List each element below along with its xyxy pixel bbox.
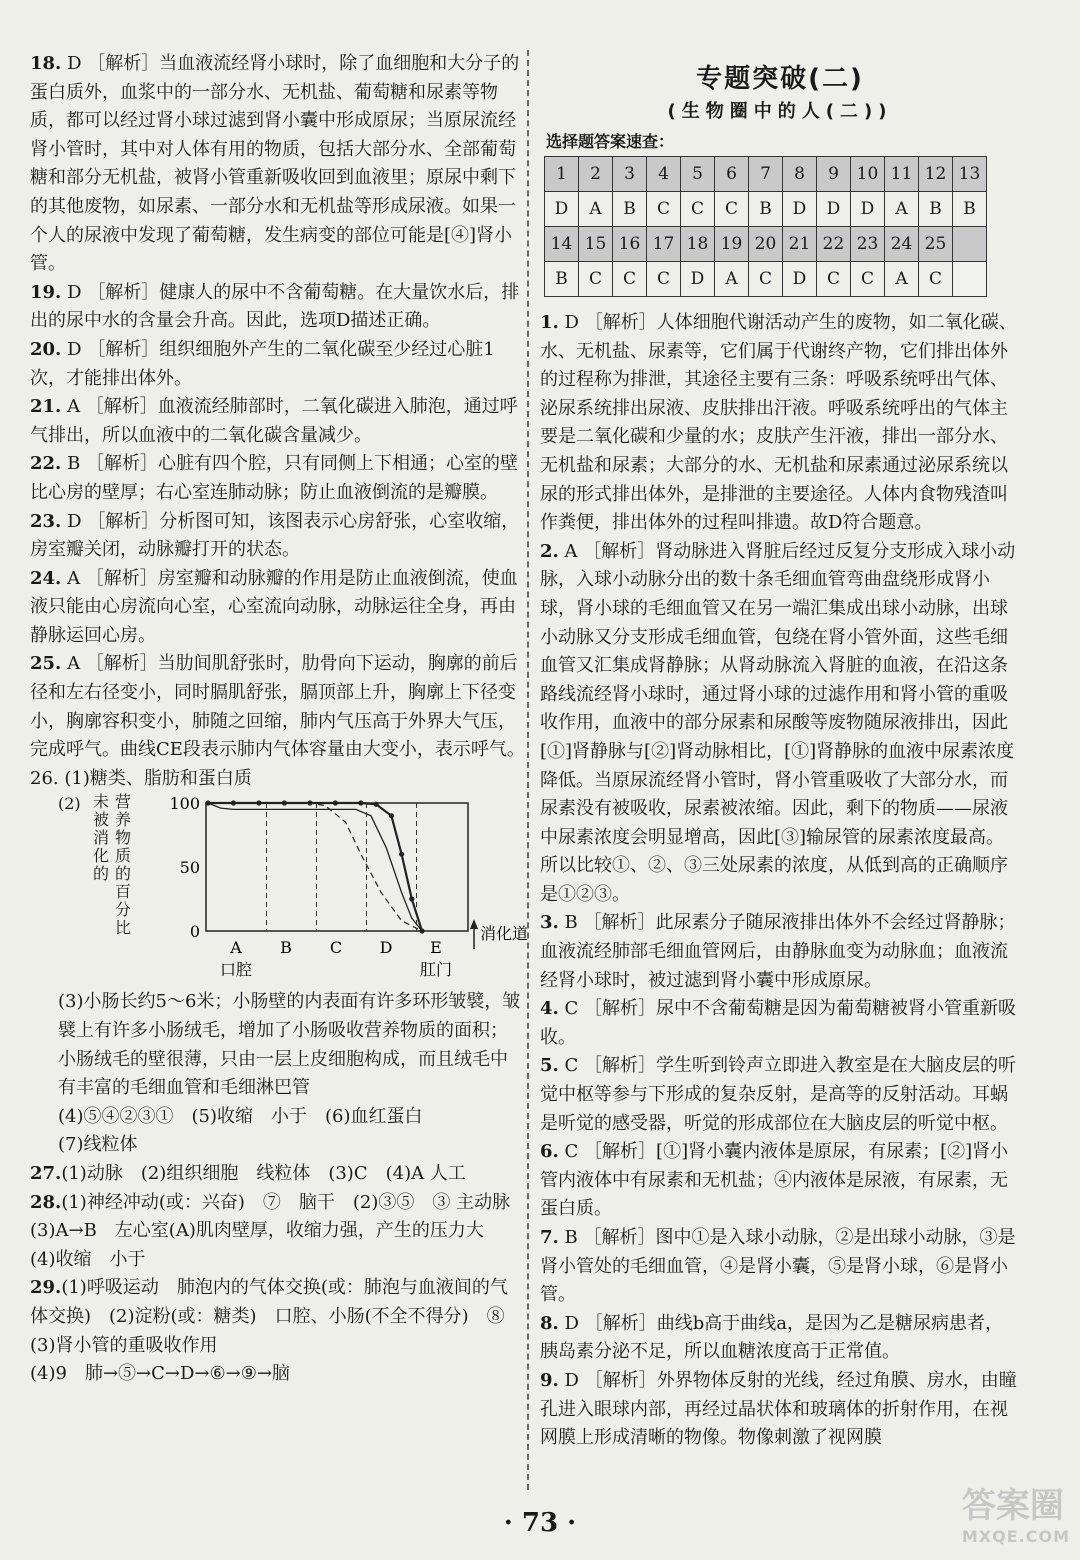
digestion-chart — [58, 792, 529, 988]
answers-27-29 — [30, 1160, 529, 1389]
answer-text: ［解析］组织细胞外产生的二氧化碳至少经过心脏1次，才能排出体外。 — [30, 338, 495, 389]
section-subtitle: (生物圈中的人(二)) — [667, 101, 893, 122]
key-answer-cell: A — [885, 192, 919, 227]
q26-sub-answer: (4)⑤④②③① (5)收缩 小于 (6)血红蛋白 — [58, 1105, 423, 1127]
key-answer-cell: B — [545, 262, 579, 297]
series-point — [333, 801, 338, 806]
answer-item — [540, 1310, 1020, 1367]
key-answer-cell: D — [783, 262, 817, 297]
answer-letter: D — [67, 53, 82, 74]
answer-item — [30, 650, 525, 764]
key-number-cell: 17 — [647, 227, 681, 262]
key-answer-cell: B — [613, 192, 647, 227]
key-number-cell: 6 — [715, 157, 749, 192]
key-number-cell: 1 — [545, 157, 579, 192]
answer-item — [540, 1138, 1020, 1224]
answers-18-25 — [30, 50, 525, 765]
answer-text: ［解析］健康人的尿中不含葡萄糖。在大量饮水后，排出的尿中水的含量会升高。因此，选项D描述正确。 — [30, 281, 520, 332]
key-answer-row — [545, 262, 987, 297]
answer-number: 4. — [540, 998, 559, 1020]
answer-item — [30, 1274, 525, 1360]
y-tick-label: 0 — [189, 922, 200, 942]
key-answer-cell: C — [579, 262, 613, 297]
key-number-cell: 5 — [681, 157, 715, 192]
key-number-cell: 3 — [613, 157, 647, 192]
answer-text: ［解析］外界物体反射的光线，经过角膜、房水，由瞳孔进入眼球内部，再经过晶状体和玻璃体的折射作用，在视网膜上形成清晰的物像。物像刺激了视网膜 — [540, 1369, 1017, 1449]
answer-letter: B — [564, 1227, 578, 1248]
answer-item — [30, 450, 525, 507]
answer-text: ［解析］心脏有四个腔，只有同侧上下相通；心室的壁比心房的壁厚；右心室连肺动脉；防止血液倒流的是瓣膜。 — [30, 453, 519, 503]
answer-letter: D — [564, 1369, 579, 1391]
answer-text: ［解析］当肋间肌舒张时，肋骨向下运动，胸廓的前后径和左右径变小，同时膈肌舒张，膈顶部上升，胸廓上下径变小，胸廓容积变小，肺随之回缩，肺内气压高于外界大气压，完成呼气。曲线CE段表示肺内气体容量由大变小，表示呼气。 — [30, 653, 525, 761]
key-answer-cell: C — [647, 262, 681, 297]
answer-key-table — [544, 156, 987, 297]
answer-number: 5. — [540, 1055, 559, 1077]
key-number-cell: 2 — [579, 157, 613, 192]
series-point — [389, 814, 394, 819]
key-number-cell: 22 — [817, 227, 851, 262]
answer-text: ［解析］分析图可知，该图表示心房舒张，心室收缩，房室瓣关闭，动脉瓣打开的状态。 — [30, 510, 520, 561]
answer-number: 20. — [30, 338, 62, 360]
answer-number: 6. — [540, 1141, 559, 1163]
key-answer-cell — [953, 262, 987, 297]
key-number-cell: 23 — [851, 227, 885, 262]
answers-1-9 — [540, 309, 1020, 1453]
watermark-url: MXQE.COM — [961, 1527, 1070, 1546]
key-number-cell: 14 — [545, 227, 579, 262]
key-answer-cell: C — [851, 262, 885, 297]
answer-text: (1)神经冲动(或：兴奋) ⑦ 脑干 (2)③⑤ ③ 主动脉 (3)A→B 左心室(A)肌肉壁厚，收缩力强，产生的压力大 (4)收缩 小于 — [30, 1191, 529, 1270]
key-answer-cell: B — [749, 192, 783, 227]
key-answer-cell: D — [545, 192, 579, 227]
answer-text: ［解析］肾动脉进入肾脏后经过反复分支形成入球小动脉，入球小动脉分出的数十条毛细血管弯曲盘绕形成肾小球，肾小球的毛细血管又在另一端汇集成出球小动脉，出球小动脉又分支形成毛细血管，包绕在肾小管外面，这些毛细血管又汇集成肾静脉；从肾动脉流入肾脏的血液，在沿这条路线流经肾小球时，通过肾小球的过滤作用和肾小管的重吸收作用，血液中的部分尿素和尿酸等废物随尿液排出，因此[①]肾静脉与[②]肾动脉相比，[①]肾静脉的血液中尿素浓度降低。当原尿流经肾小管时，肾小管重吸收了大部分水，而尿素没有被吸收，尿素被浓缩。因此，剩下的物质——尿液中尿素浓度会明显增高，因此[③]输尿管的尿素浓度最高。所以比较①、②、③三处尿素的浓度，从低到高的正确顺序是①②③。 — [540, 540, 1016, 905]
q26-sub-answer: (3)小肠长约5～6米；小肠壁的内表面有许多环形皱襞，皱襞上有许多小肠绒毛，增加了小肠吸收营养物质的面积；小肠绒毛的壁很薄，只由一层上皮细胞构成，而且绒毛中有丰富的毛细血管和毛细淋巴管 — [58, 991, 521, 1099]
key-number-cell: 12 — [919, 157, 953, 192]
answer-item — [30, 393, 525, 450]
page-number: · 73 · — [503, 1508, 577, 1538]
q26-part2-label: (2) — [58, 794, 81, 814]
answer-text: ［解析］房室瓣和动脉瓣的作用是防止血液倒流，使血液只能由心房流向心室，心室流向动脉，动脉运往全身，再由静脉运回心房。 — [30, 567, 518, 646]
key-number-cell: 16 — [613, 227, 647, 262]
answer-number: 7. — [540, 1227, 559, 1248]
key-number-row — [545, 227, 987, 262]
answer-number: 2. — [540, 540, 559, 562]
key-number-row — [545, 157, 987, 192]
answer-letter: B — [67, 453, 81, 475]
answer-item — [540, 309, 1020, 538]
answer-text: ［解析］[①]肾小囊内液体是原尿，有尿素；[②]肾小管内液体中有尿素和无机盐；④内液体是尿液，有尿素，无蛋白质。 — [540, 1141, 1009, 1220]
series-point — [399, 852, 404, 857]
q26-after — [30, 988, 525, 1160]
answer-number: 9. — [540, 1369, 559, 1391]
answer-item — [30, 336, 525, 393]
plot-frame — [206, 803, 468, 931]
x-axis-arrowhead — [470, 919, 478, 929]
key-answer-cell: D — [783, 192, 817, 227]
key-number-cell: 25 — [919, 227, 953, 262]
key-number-cell: 11 — [885, 157, 919, 192]
key-number-cell — [953, 227, 987, 262]
answer-number: 1. — [540, 312, 559, 333]
key-answer-cell: C — [817, 262, 851, 297]
y-tick-label: 100 — [169, 794, 200, 814]
q26-sub-answer: (7)线粒体 — [58, 1134, 138, 1156]
key-answer-cell: A — [885, 262, 919, 297]
series-line — [208, 803, 422, 931]
answer-text: (1)动脉 (2)组织细胞 线粒体 (3)C (4)A 人工 — [61, 1163, 466, 1184]
answer-text: (4)9 肺→⑤→C→D→⑥→⑨→脑 — [30, 1363, 290, 1385]
answer-number: 28. — [30, 1191, 62, 1213]
answer-letter: A — [67, 396, 81, 418]
key-number-cell: 20 — [749, 227, 783, 262]
answer-text: ［解析］此尿素分子随尿液排出体外不会经过肾静脉；血液流经肺部毛细血管网后，由静脉血变为动脉血；血液流经肾小球时，被过滤到肾小囊中形成原尿。 — [540, 912, 1016, 991]
x-category-label: D — [379, 938, 393, 958]
key-number-cell: 7 — [749, 157, 783, 192]
answer-letter: D — [67, 510, 82, 532]
key-number-cell: 13 — [953, 157, 987, 192]
answer-letter: C — [564, 998, 579, 1020]
key-answer-cell: A — [579, 192, 613, 227]
key-number-cell: 4 — [647, 157, 681, 192]
answer-letter: D — [564, 1312, 579, 1334]
watermark — [962, 1478, 1070, 1546]
series-point — [374, 802, 379, 807]
answer-item — [30, 508, 525, 565]
answer-item — [540, 909, 1020, 995]
answer-item — [30, 565, 525, 651]
answer-text: ［解析］学生听到铃声立即进入教室是在大脑皮层的听觉中枢等参与下形成的复杂反射，是高等的反射活动。耳蜗是听觉的感受器，听觉的形成部位在大脑皮层的听觉中枢。 — [540, 1055, 1017, 1134]
answer-text: ［解析］图中①是入球小动脉，②是出球小动脉，③是肾小管处的毛细血管，④是肾小囊，⑤是肾小球，⑥是肾小管。 — [540, 1227, 1016, 1306]
answer-item — [30, 279, 525, 336]
answer-letter: D — [564, 312, 579, 333]
answer-letter: D — [67, 338, 82, 360]
answer-number: 8. — [540, 1312, 559, 1334]
answer-number: 21. — [30, 396, 62, 418]
right-column — [540, 50, 1020, 1453]
x-category-label: C — [329, 938, 343, 958]
key-number-cell: 19 — [715, 227, 749, 262]
watermark-main: 答案圈 — [961, 1486, 1064, 1526]
key-number-cell: 18 — [681, 227, 715, 262]
x-category-sublabel: 肛门 — [419, 960, 453, 980]
answer-number: 27. — [30, 1163, 62, 1184]
section-title: 专题突破(二) — [696, 64, 864, 94]
answer-item — [540, 995, 1020, 1052]
chart-svg — [58, 793, 529, 988]
left-column — [30, 50, 529, 1389]
q26-head: 26. (1)糖类、脂肪和蛋白质 — [30, 767, 252, 789]
y-tick-label: 50 — [179, 858, 200, 878]
series-point — [409, 897, 414, 902]
answer-letter: A — [564, 540, 578, 562]
answer-number: 19. — [30, 281, 62, 303]
answer-number: 24. — [30, 567, 62, 589]
answer-item — [30, 1360, 525, 1389]
answer-text: (1)呼吸运动 肺泡内的气体交换(或：肺泡与血液间的气体交换) (2)淀粉(或：糖类) 口腔、小肠(不全不得分) ⑧ (3)肾小管的重吸收作用 — [30, 1277, 523, 1356]
answer-text: ［解析］尿中不含葡萄糖是因为葡萄糖被肾小管重新吸收。 — [540, 998, 1017, 1048]
key-answer-row — [545, 192, 987, 227]
y-axis-label: 营养物质的百分比 — [114, 792, 131, 938]
answer-text: ［解析］曲线b高于曲线a，是因为乙是糖尿病患者，胰岛素分泌不足，所以血糖浓度高于正常值。 — [540, 1312, 1003, 1363]
x-category-label: A — [230, 938, 242, 958]
answer-item — [540, 538, 1020, 910]
answer-letter: A — [67, 567, 81, 589]
answer-number: 29. — [30, 1277, 62, 1299]
y-axis-label: 未被消化的 — [92, 792, 109, 884]
key-answer-cell: D — [817, 192, 851, 227]
x-category-label: E — [430, 938, 442, 958]
answer-letter: D — [67, 281, 82, 303]
key-answer-cell: D — [681, 262, 715, 297]
key-answer-cell: A — [715, 262, 749, 297]
answer-item — [30, 1189, 529, 1275]
series-line — [208, 803, 422, 931]
answer-number: 18. — [30, 53, 62, 74]
answer-text: ［解析］当血液流经肾小球时，除了血细胞和大分子的蛋白质外，血浆中的一部分水、无机盐、葡萄糖和尿素等物质，都可以经过肾小球过滤到肾小囊中形成原尿；当原尿流经肾小管时，其中对人体有用的物质，包括大部分水、全部葡萄糖和部分无机盐，被肾小管重新吸收回到血液里；原尿中剩下的其他废物，如尿素、一部分水和无机盐等形成尿液。如果一个人的尿液中发现了葡萄糖，发生病变的部位可能是[④]肾小管。 — [30, 53, 520, 275]
key-number-cell: 10 — [851, 157, 885, 192]
answer-number: 22. — [30, 453, 62, 475]
answer-item — [540, 1052, 1020, 1138]
key-answer-cell: C — [647, 192, 681, 227]
key-answer-cell: C — [715, 192, 749, 227]
key-number-cell: 24 — [885, 227, 919, 262]
x-axis-label: 消化道 — [480, 924, 529, 944]
key-answer-cell: C — [613, 262, 647, 297]
x-category-sublabel: 口腔 — [219, 960, 253, 980]
key-number-cell: 9 — [817, 157, 851, 192]
x-category-label: B — [280, 938, 292, 958]
key-answer-cell: C — [681, 192, 715, 227]
answer-letter: C — [564, 1055, 579, 1077]
answer-text: ［解析］人体细胞代谢活动产生的废物，如二氧化碳、水、无机盐、尿素等，它们属于代谢终产物，它们排出体外的过程称为排泄，其途径主要有三条：呼吸系统呼出气体、泌尿系统排出尿液、皮肤排出汗液。呼吸系统呼出的气体主要是二氧化碳和少量的水；皮肤产生汗液，排出一部分水、无机盐和尿素；大部分的水、无机盐和尿素通过泌尿系统以尿的形式排出体外，是排泄的主要途径。人体内食物残渣叫作粪便，排出体外的过程叫排遗。故D符合题意。 — [540, 312, 1017, 534]
answer-letter: C — [564, 1141, 579, 1163]
key-answer-cell: D — [851, 192, 885, 227]
key-number-cell: 15 — [579, 227, 613, 262]
answer-letter: A — [67, 653, 81, 675]
answer-item — [540, 1224, 1020, 1310]
answer-item — [30, 1160, 525, 1189]
key-answer-cell: B — [953, 192, 987, 227]
answer-item — [540, 1367, 1020, 1453]
answer-letter: B — [564, 912, 578, 934]
answer-number: 25. — [30, 653, 62, 675]
key-answer-cell: B — [919, 192, 953, 227]
answer-item — [30, 50, 525, 279]
answer-number: 3. — [540, 912, 559, 934]
series-point — [358, 801, 363, 806]
answer-text: ［解析］血液流经肺部时，二氧化碳进入肺泡，通过呼气排出，所以血液中的二氧化碳含量减少。 — [30, 396, 518, 446]
key-number-cell: 8 — [783, 157, 817, 192]
key-answer-cell: C — [749, 262, 783, 297]
column-divider — [527, 50, 529, 1490]
key-number-cell: 21 — [783, 227, 817, 262]
series-line — [208, 803, 422, 931]
answer-number: 23. — [30, 510, 62, 532]
quick-label: 选择题答案速查： — [546, 132, 675, 151]
key-answer-cell: C — [919, 262, 953, 297]
